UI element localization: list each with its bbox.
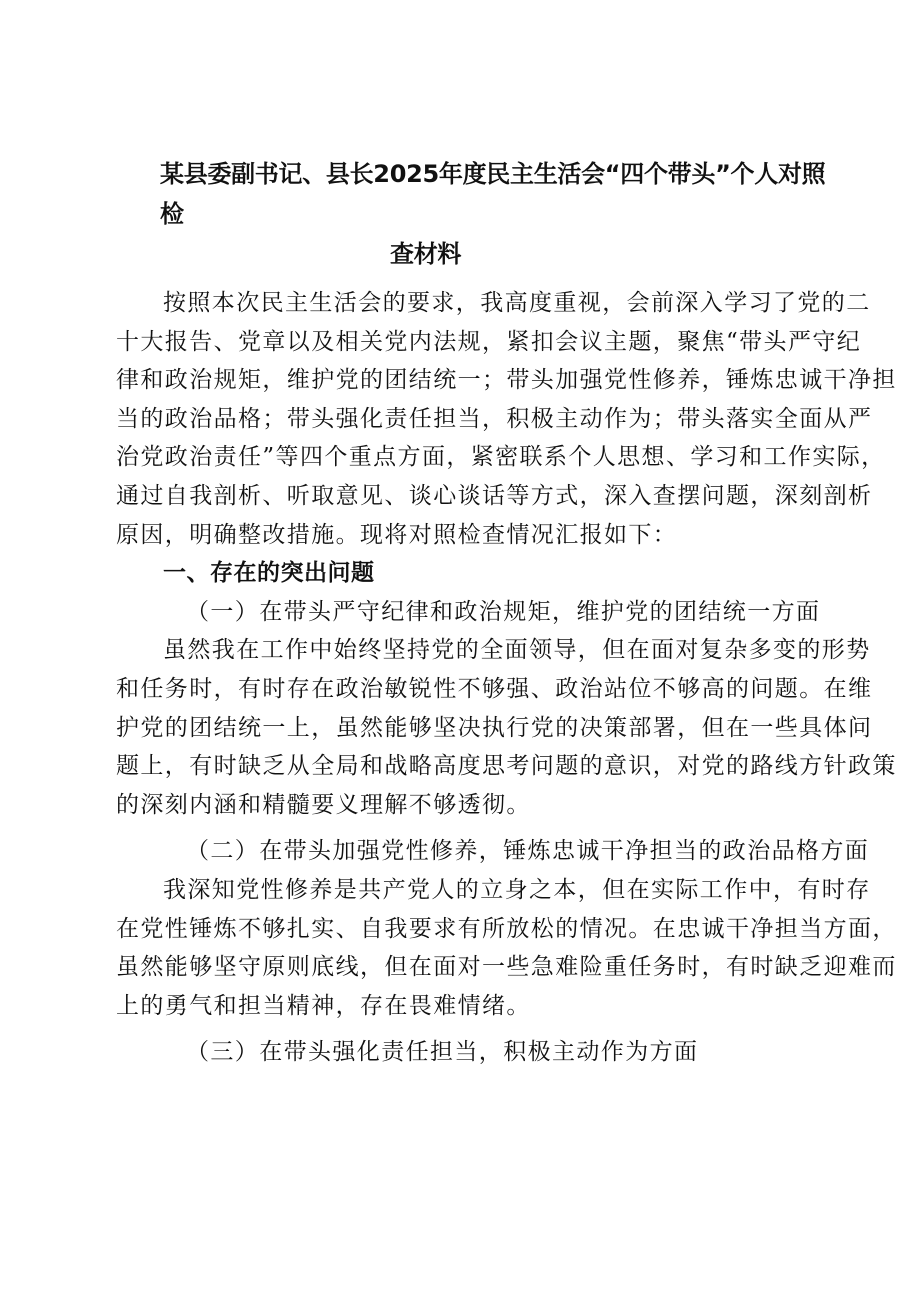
- paragraph-line: 的深刻内涵和精髓要义理解不够透彻。: [116, 791, 531, 818]
- paragraph-line: 我深知党性修养是共产党人的立身之本，但在实际工作中，有时存: [163, 876, 871, 903]
- intro-line: 通过自我剖析、听取意见、谈心谈话等方式，深入查摆问题，深刻剖析: [116, 482, 873, 509]
- paragraph-line: 在党性锤炼不够扎实、自我要求有所放松的情况。在忠诚干净担当方面，: [116, 915, 897, 942]
- paragraph-line: 虽然能够坚守原则底线，但在面对一些急难险重任务时，有时缺乏迎难而: [116, 954, 897, 981]
- intro-line: 十大报告、党章以及相关党内法规，紧扣会议主题，聚焦“带头严守纪: [116, 328, 862, 355]
- title-line-2: 查材料: [390, 240, 462, 268]
- intro-line: 按照本次民主生活会的要求，我高度重视，会前深入学习了党的二: [163, 290, 871, 316]
- title-line-1: 某县委副书记、县长2025年度民主生活会“四个带头”个人对照检: [160, 160, 826, 228]
- subsection-heading: （三）在带头强化责任担当，积极主动作为方面: [186, 1039, 699, 1066]
- intro-line: 治党政治责任”等四个重点方面，紧密联系个人思想、学习和工作实际，: [116, 444, 886, 471]
- subsection-heading: （一）在带头严守纪律和政治规矩，维护党的团结统一方面: [186, 598, 821, 625]
- paragraph-line: 题上，有时缺乏从全局和战略高度思考问题的意识，对党的路线方针政策: [116, 753, 897, 780]
- paragraph-line: 和任务时，有时存在政治敏锐性不够强、政治站位不够高的问题。在维: [116, 675, 873, 702]
- document-title: [160, 154, 840, 274]
- intro-line: 原因，明确整改措施。现将对照检查情况汇报如下：: [116, 521, 678, 548]
- intro-line: 当的政治品格；带头强化责任担当，积极主动作为；带头落实全面从严: [116, 405, 873, 432]
- document-body: [116, 284, 897, 1072]
- paragraph-line: 上的勇气和担当精神，存在畏难情绪。: [116, 992, 531, 1019]
- subsection-heading: （二）在带头加强党性修养，锤炼忠诚干净担当的政治品格方面: [186, 838, 870, 865]
- paragraph-line: 护党的团结统一上，虽然能够坚决执行党的决策部署，但在一些具体问: [116, 714, 873, 741]
- section-heading: 一、存在的突出问题: [163, 560, 375, 587]
- paragraph-line: 虽然我在工作中始终坚持党的全面领导，但在面对复杂多变的形势: [163, 637, 871, 664]
- intro-line: 律和政治规矩，维护党的团结统一；带头加强党性修养，锤炼忠诚干净担: [116, 367, 897, 394]
